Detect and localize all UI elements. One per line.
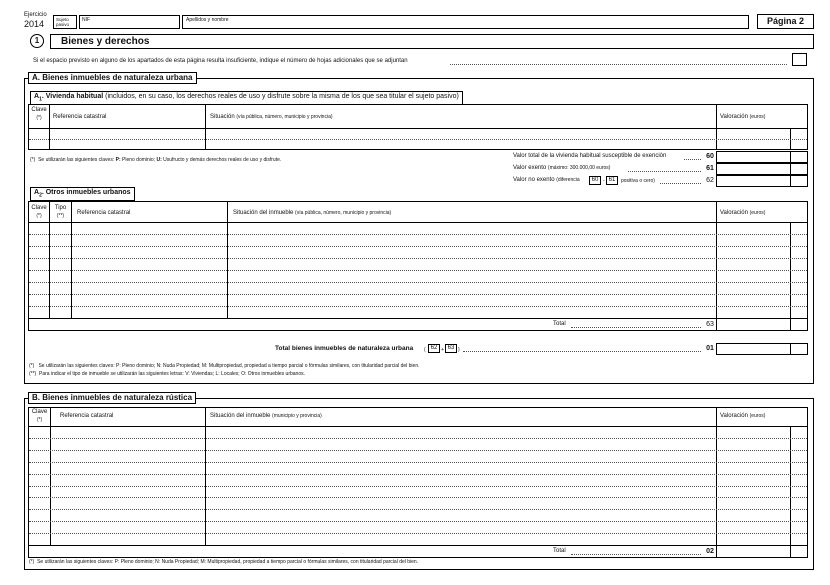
- a2-table: [28, 201, 808, 331]
- table-row-guide: [29, 521, 807, 522]
- table-row-guide: [29, 306, 807, 307]
- box-02-label: 02: [706, 548, 714, 555]
- a-total-label: Total bienes inmuebles de naturaleza urbana: [275, 345, 414, 352]
- box-62-label: 62: [706, 177, 714, 184]
- ejercicio-year: 2014: [24, 19, 45, 29]
- a2-col-tipo: Tipo: [54, 205, 67, 211]
- b-total-label: Total: [553, 548, 566, 554]
- ref-box-63: 63: [445, 344, 457, 353]
- section-title: Bienes y derechos: [61, 36, 150, 47]
- sujeto-pasivo-box: [53, 15, 77, 29]
- box-60-input[interactable]: [716, 151, 808, 163]
- a1-title: $A_1$. Vivienda habitual (incluidos, en su caso, los derechos reales de uso y disfrute sobre la misma de los que sea titular el sujeto pasivo): [30, 91, 463, 105]
- a1-col-sit: Situación (vía pública, número, municipio y provincia): [210, 114, 333, 120]
- a-total-formula-plus: +: [441, 347, 444, 353]
- nif-field[interactable]: [79, 15, 180, 29]
- a2-title: $A_2$. Otros inmuebles urbanos: [30, 187, 135, 201]
- table-row-guide: [29, 438, 807, 439]
- a1-exento-label: Valor exento (máximo: 300.000,00 euros): [513, 165, 611, 171]
- nif-label: NIF: [82, 17, 91, 23]
- block-a-title: A. Bienes inmuebles de naturaleza urbana: [28, 72, 197, 84]
- table-row-guide: [29, 282, 807, 283]
- box-01-label: 01: [706, 345, 714, 352]
- box-61-label: 61: [706, 165, 714, 172]
- ref-box-61: 61: [606, 176, 618, 185]
- a-total-formula-open: (: [424, 347, 426, 353]
- b-table: [28, 407, 808, 558]
- a1-total-label: Valor total de la vivienda habitual susceptible de exención: [513, 153, 667, 159]
- a2-total-label: Total: [553, 321, 566, 327]
- sujeto-pasivo-label: Sujeto pasivo: [56, 17, 70, 27]
- apellidos-label: Apellidos y nombre: [186, 17, 229, 23]
- a1-noexento-label: Valor no exento (diferencia: [513, 177, 580, 183]
- a2-col-clave: Clave: [31, 205, 47, 211]
- dotted-leader: [450, 64, 787, 65]
- page-number: Página 2: [757, 14, 814, 29]
- table-row-guide: [29, 462, 807, 463]
- a2-col-ref: Referencia catastral: [77, 210, 131, 216]
- a2-col-tipo-note: (**): [56, 213, 65, 219]
- table-row-guide: [29, 246, 807, 247]
- box-01-input[interactable]: [716, 343, 808, 355]
- ejercicio-label: Ejercicio: [24, 12, 47, 18]
- table-row-guide: [29, 533, 807, 534]
- a2-col-sit: Situación del inmueble (vía pública, número, municipio y provincia): [233, 210, 392, 216]
- b-col-val: Valoración (euros): [720, 413, 766, 419]
- b-col-ref: Referencia catastral: [60, 413, 114, 419]
- box-61-input[interactable]: [716, 163, 808, 175]
- table-row-guide: [29, 234, 807, 235]
- box-62-input[interactable]: [716, 175, 808, 187]
- a2-col-val: Valoración (euros): [720, 210, 766, 216]
- a1-col-clave: Clave: [31, 107, 47, 113]
- table-row-guide: [29, 270, 807, 271]
- a-footnote-1: (*) Se utilizarán las siguientes claves: P: Pleno dominio; N: Nuda Propiedad; M: Multipropiedad, propiedad a tiempo parcial o fórmulas similares, con titularidad parcial del bien.: [29, 363, 420, 369]
- a1-col-clave-note: (*): [36, 115, 42, 121]
- a1-col-ref: Referencia catastral: [53, 114, 107, 120]
- table-row-guide: [29, 486, 807, 487]
- b-col-sit: Situación del inmueble (municipio y provincia): [210, 413, 322, 419]
- ref-box-62: 62: [428, 344, 440, 353]
- a-footnote-2: (**) Para indicar el tipo de inmueble se utilizarán las siguientes letras: V: Viviendas; L: Locales; O: Otros inmuebles urbanos.: [29, 371, 305, 377]
- table-row-guide: [29, 258, 807, 259]
- section-title-bar: [50, 34, 814, 49]
- table-row-guide: [29, 497, 807, 498]
- additional-sheets-input[interactable]: [792, 53, 807, 66]
- table-row-guide: [29, 294, 807, 295]
- a-total-formula-close: ): [458, 347, 460, 353]
- a1-noexento-note-b: positiva o cero): [621, 178, 655, 184]
- ref-box-60: 60: [589, 176, 601, 185]
- a1-footnote: (*) Se utilizarán las siguientes claves: P: Pleno dominio; U: Usufructo y demás derechos reales de uso y disfrute.: [30, 157, 282, 163]
- a1-col-val: Valoración (euros): [720, 114, 766, 120]
- a1-table: [28, 104, 808, 150]
- block-b-title: B. Bienes inmuebles de naturaleza rústica: [28, 392, 196, 404]
- table-row-guide: [29, 474, 807, 475]
- a2-col-clave-note: (*): [36, 213, 42, 219]
- table-row-guide: [29, 509, 807, 510]
- table-row-guide: [29, 450, 807, 451]
- box-60-label: 60: [706, 153, 714, 160]
- b-col-clave-note: (*): [36, 417, 43, 423]
- b-col-clave: Clave: [31, 409, 48, 415]
- box-63-label: 63: [706, 321, 714, 328]
- b-footnote: (*) Se utilizarán las siguientes claves: P: Pleno dominio; N: Nuda Propiedad; M: Multipropiedad, propiedad a tiempo parcial o fórmulas similares, con titularidad parcial del bien.: [29, 559, 419, 565]
- additional-sheets-note: Si el espacio previsto en alguno de los apartados de esta página resulta insuficiente, indique el número de hojas adicionales que se adjuntan: [33, 58, 408, 64]
- apellidos-field[interactable]: [182, 15, 749, 29]
- section-number-badge: 1: [30, 34, 44, 48]
